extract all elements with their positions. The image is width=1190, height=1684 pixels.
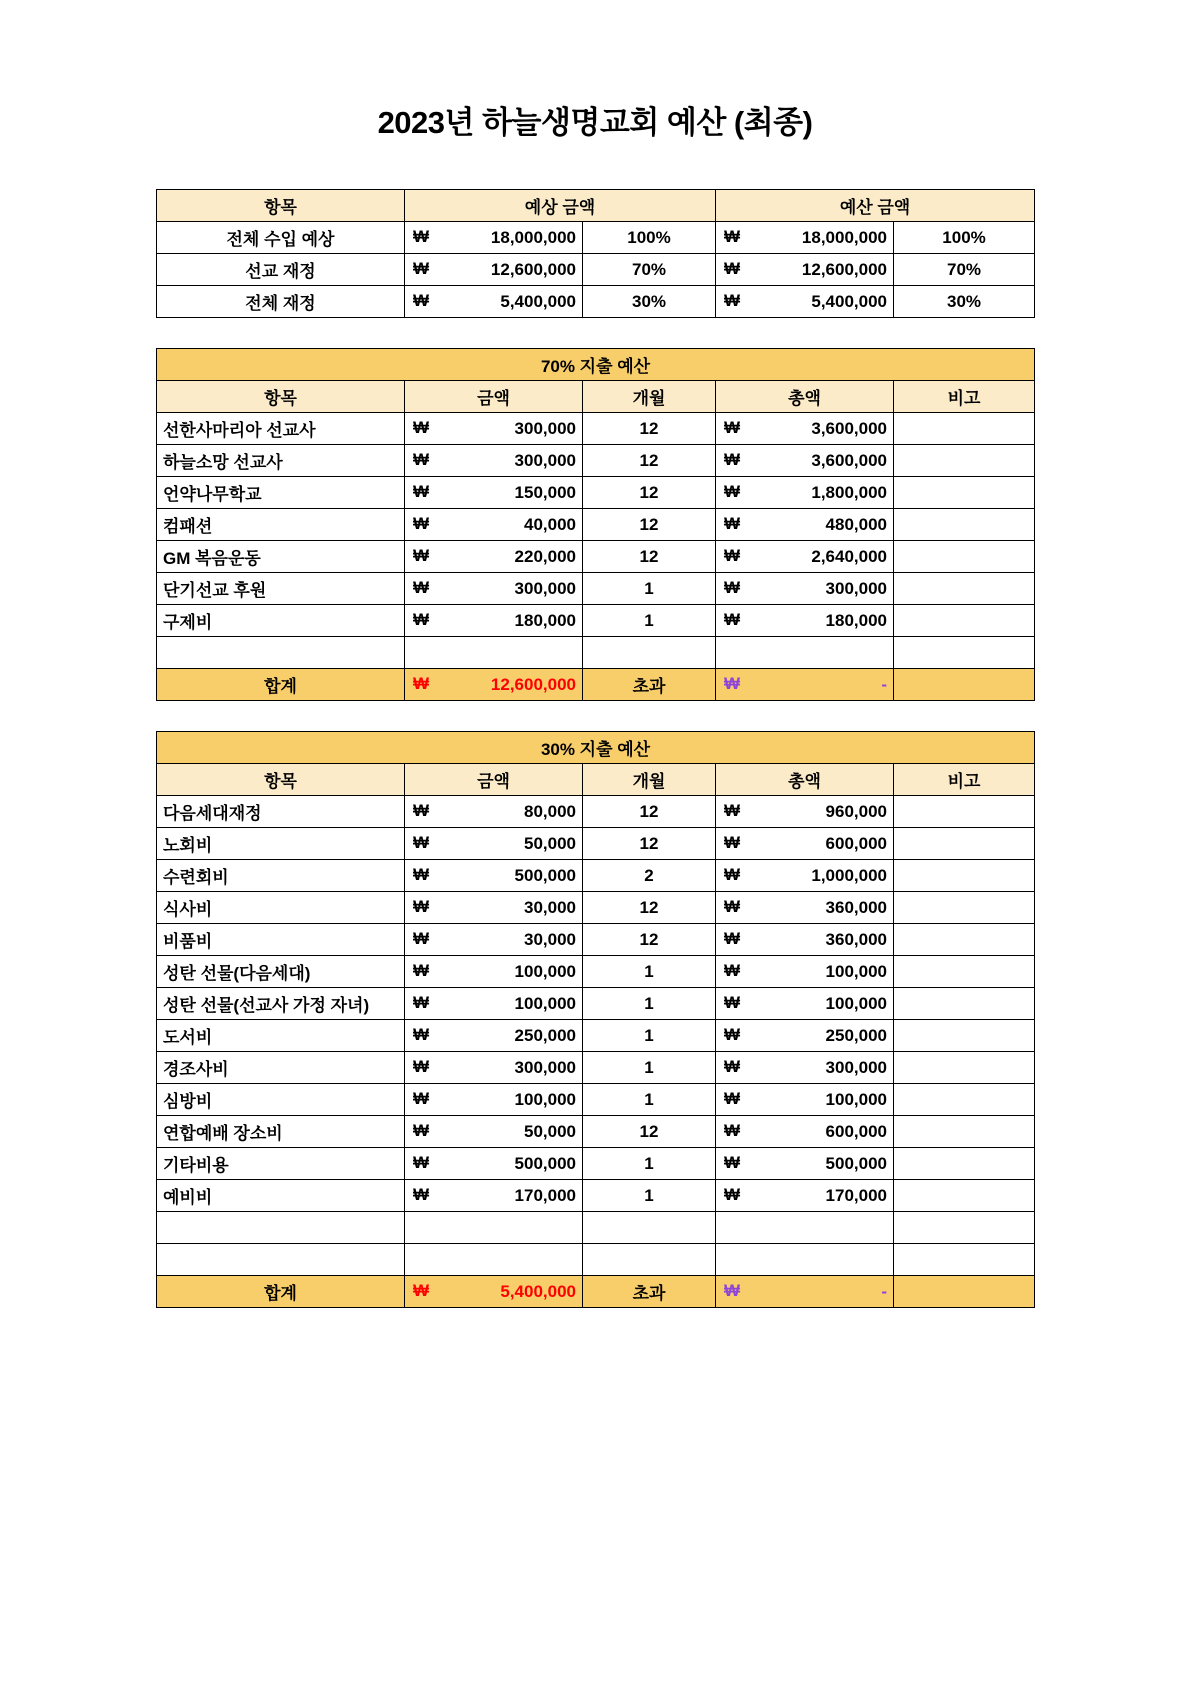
table-row xyxy=(157,892,1035,924)
currency-symbol: ₩ xyxy=(413,482,430,502)
amount-value: 600,000 xyxy=(825,833,887,853)
unit-amount-cell xyxy=(405,541,583,573)
section-title-30: 30% 지출 예산 xyxy=(157,732,1035,764)
amount-value: 360,000 xyxy=(825,897,887,917)
expense-item-label: 비품비 xyxy=(157,924,405,956)
amount-value: 360,000 xyxy=(825,929,887,949)
summary-expected-percent: 30% xyxy=(583,286,716,318)
table-row xyxy=(157,1020,1035,1052)
summary-expected-percent: 100% xyxy=(583,222,716,254)
summary-header-budget: 예산 금액 xyxy=(716,190,1035,222)
note-cell xyxy=(894,988,1035,1020)
currency-symbol: ₩ xyxy=(724,1185,741,1205)
currency-symbol: ₩ xyxy=(724,450,741,470)
currency-symbol: ₩ xyxy=(413,897,430,917)
months-value: 12 xyxy=(583,892,716,924)
summary-expected-amount xyxy=(405,222,583,254)
months-value: 1 xyxy=(583,573,716,605)
months-value: 12 xyxy=(583,541,716,573)
summary-budget-amount xyxy=(716,286,894,318)
currency-symbol: ₩ xyxy=(413,418,430,438)
amount-value: 5,400,000 xyxy=(500,1281,576,1301)
total-amount-cell xyxy=(716,828,894,860)
currency-symbol: ₩ xyxy=(724,546,741,566)
currency-symbol: ₩ xyxy=(724,1089,741,1109)
months-value: 12 xyxy=(583,1116,716,1148)
note-cell xyxy=(894,445,1035,477)
amount-value: 600,000 xyxy=(825,1121,887,1141)
months-value: 1 xyxy=(583,956,716,988)
column-header-row xyxy=(157,381,1035,413)
blank-cell xyxy=(716,637,894,669)
amount-value: 250,000 xyxy=(514,1025,576,1045)
unit-amount-cell xyxy=(405,445,583,477)
amount-value: 960,000 xyxy=(825,801,887,821)
expense-table-30-body xyxy=(157,732,1035,1308)
remainder-cell xyxy=(716,669,894,701)
currency-symbol: ₩ xyxy=(724,801,741,821)
amount-value: 100,000 xyxy=(514,961,576,981)
total-row xyxy=(157,669,1035,701)
currency-symbol: ₩ xyxy=(413,929,430,949)
expense-item-label: 예비비 xyxy=(157,1180,405,1212)
currency-symbol: ₩ xyxy=(413,1281,430,1301)
expense-item-label: 언약나무학교 xyxy=(157,477,405,509)
table-gap-1 xyxy=(156,318,1034,348)
expense-item-label: 노회비 xyxy=(157,828,405,860)
table-row xyxy=(157,413,1035,445)
currency-symbol: ₩ xyxy=(724,674,741,694)
note-cell xyxy=(894,477,1035,509)
section-title-70: 70% 지출 예산 xyxy=(157,349,1035,381)
blank-row xyxy=(157,1244,1035,1276)
note-cell xyxy=(894,924,1035,956)
total-row-note xyxy=(894,1276,1035,1308)
unit-amount-cell xyxy=(405,828,583,860)
col-header-months: 개월 xyxy=(583,764,716,796)
summary-budget-percent: 100% xyxy=(894,222,1035,254)
unit-amount-cell xyxy=(405,1116,583,1148)
table-row xyxy=(157,605,1035,637)
amount-value: 80,000 xyxy=(524,801,576,821)
currency-symbol: ₩ xyxy=(413,801,430,821)
amount-value: 30,000 xyxy=(524,929,576,949)
amount-value: 3,600,000 xyxy=(811,418,887,438)
currency-symbol: ₩ xyxy=(724,227,741,247)
unit-amount-cell xyxy=(405,605,583,637)
currency-symbol: ₩ xyxy=(413,865,430,885)
currency-symbol: ₩ xyxy=(413,610,430,630)
blank-cell xyxy=(716,1212,894,1244)
table-row xyxy=(157,445,1035,477)
currency-symbol: ₩ xyxy=(724,993,741,1013)
table-row xyxy=(157,956,1035,988)
col-header-total: 총액 xyxy=(716,381,894,413)
amount-value: 12,600,000 xyxy=(801,259,888,279)
amount-value: 100,000 xyxy=(514,993,576,1013)
total-amount-cell xyxy=(716,1052,894,1084)
total-amount-cell xyxy=(716,1020,894,1052)
amount-value: 100,000 xyxy=(514,1089,576,1109)
table-row xyxy=(157,573,1035,605)
note-cell xyxy=(894,605,1035,637)
months-value: 1 xyxy=(583,605,716,637)
expense-item-label: 다음세대재정 xyxy=(157,796,405,828)
col-header-note: 비고 xyxy=(894,381,1035,413)
total-row xyxy=(157,1276,1035,1308)
currency-symbol: ₩ xyxy=(413,1089,430,1109)
expense-table-70 xyxy=(156,348,1035,701)
blank-row xyxy=(157,637,1035,669)
note-cell xyxy=(894,1052,1035,1084)
currency-symbol: ₩ xyxy=(724,610,741,630)
unit-amount-cell xyxy=(405,796,583,828)
note-cell xyxy=(894,573,1035,605)
table-row xyxy=(157,286,1035,318)
summary-budget-percent: 30% xyxy=(894,286,1035,318)
blank-cell xyxy=(157,637,405,669)
blank-cell xyxy=(583,1244,716,1276)
amount-value: 300,000 xyxy=(514,578,576,598)
expense-item-label: 컴패션 xyxy=(157,509,405,541)
amount-value: 500,000 xyxy=(514,865,576,885)
months-value: 1 xyxy=(583,988,716,1020)
table-row xyxy=(157,1180,1035,1212)
amount-value: 180,000 xyxy=(825,610,887,630)
col-header-months: 개월 xyxy=(583,381,716,413)
table-row xyxy=(157,509,1035,541)
currency-symbol: ₩ xyxy=(724,961,741,981)
amount-value: 150,000 xyxy=(514,482,576,502)
currency-symbol: ₩ xyxy=(724,897,741,917)
amount-value: 1,000,000 xyxy=(811,865,887,885)
blank-row xyxy=(157,1212,1035,1244)
months-value: 12 xyxy=(583,413,716,445)
total-amount-cell xyxy=(716,509,894,541)
amount-value: 2,640,000 xyxy=(811,546,887,566)
currency-symbol: ₩ xyxy=(413,1153,430,1173)
currency-symbol: ₩ xyxy=(413,993,430,1013)
months-value: 1 xyxy=(583,1052,716,1084)
unit-amount-cell xyxy=(405,860,583,892)
amount-value: 50,000 xyxy=(524,1121,576,1141)
note-cell xyxy=(894,1084,1035,1116)
currency-symbol: ₩ xyxy=(413,227,430,247)
unit-amount-cell xyxy=(405,892,583,924)
note-cell xyxy=(894,828,1035,860)
col-header-total: 총액 xyxy=(716,764,894,796)
column-header-row xyxy=(157,764,1035,796)
total-row-label: 합계 xyxy=(157,669,405,701)
currency-symbol: ₩ xyxy=(724,291,741,311)
overage-label: 초과 xyxy=(583,669,716,701)
expense-item-label: 식사비 xyxy=(157,892,405,924)
total-amount-cell xyxy=(716,413,894,445)
months-value: 1 xyxy=(583,1148,716,1180)
remainder-cell xyxy=(716,1276,894,1308)
expense-item-label: 수련회비 xyxy=(157,860,405,892)
currency-symbol: ₩ xyxy=(413,578,430,598)
note-cell xyxy=(894,796,1035,828)
amount-value: 300,000 xyxy=(514,450,576,470)
amount-value: 480,000 xyxy=(825,514,887,534)
unit-amount-cell xyxy=(405,1052,583,1084)
note-cell xyxy=(894,860,1035,892)
blank-cell xyxy=(405,1244,583,1276)
summary-expected-percent: 70% xyxy=(583,254,716,286)
currency-symbol: ₩ xyxy=(724,1057,741,1077)
amount-value: 12,600,000 xyxy=(490,259,576,279)
total-sum-cell xyxy=(405,669,583,701)
table-gap-2 xyxy=(156,701,1034,731)
note-cell xyxy=(894,1148,1035,1180)
currency-symbol: ₩ xyxy=(724,1153,741,1173)
amount-value: 5,400,000 xyxy=(500,291,576,311)
amount-value: 170,000 xyxy=(514,1185,576,1205)
total-amount-cell xyxy=(716,860,894,892)
col-header-note: 비고 xyxy=(894,764,1035,796)
blank-cell xyxy=(583,637,716,669)
table-row xyxy=(157,1148,1035,1180)
total-amount-cell xyxy=(716,573,894,605)
amount-value: 500,000 xyxy=(514,1153,576,1173)
summary-expected-amount xyxy=(405,286,583,318)
currency-symbol: ₩ xyxy=(413,1025,430,1045)
total-row-note xyxy=(894,669,1035,701)
currency-symbol: ₩ xyxy=(413,546,430,566)
total-amount-cell xyxy=(716,1116,894,1148)
unit-amount-cell xyxy=(405,573,583,605)
blank-cell xyxy=(157,1212,405,1244)
amount-value: - xyxy=(881,674,887,694)
amount-value: 300,000 xyxy=(825,578,887,598)
months-value: 1 xyxy=(583,1180,716,1212)
blank-cell xyxy=(894,637,1035,669)
summary-item-label: 전체 수입 예상 xyxy=(157,222,405,254)
summary-header-expected: 예상 금액 xyxy=(405,190,716,222)
note-cell xyxy=(894,1116,1035,1148)
amount-value: 18,000,000 xyxy=(490,227,576,247)
table-row xyxy=(157,1116,1035,1148)
note-cell xyxy=(894,1180,1035,1212)
expense-item-label: 성탄 선물(다음세대) xyxy=(157,956,405,988)
expense-item-label: 선한사마리아 선교사 xyxy=(157,413,405,445)
total-amount-cell xyxy=(716,892,894,924)
expense-item-label: 도서비 xyxy=(157,1020,405,1052)
total-amount-cell xyxy=(716,477,894,509)
amount-value: 300,000 xyxy=(514,1057,576,1077)
amount-value: 12,600,000 xyxy=(490,674,576,694)
expense-item-label: 단기선교 후원 xyxy=(157,573,405,605)
currency-symbol: ₩ xyxy=(724,865,741,885)
total-amount-cell xyxy=(716,988,894,1020)
amount-value: 30,000 xyxy=(524,897,576,917)
note-cell xyxy=(894,892,1035,924)
table-row xyxy=(157,541,1035,573)
expense-table-70-body xyxy=(157,349,1035,701)
amount-value: 250,000 xyxy=(825,1025,887,1045)
expense-item-label: 기타비용 xyxy=(157,1148,405,1180)
amount-value: 300,000 xyxy=(514,418,576,438)
amount-value: 300,000 xyxy=(825,1057,887,1077)
months-value: 12 xyxy=(583,796,716,828)
currency-symbol: ₩ xyxy=(724,578,741,598)
expense-table-30 xyxy=(156,731,1035,1308)
section-title-row xyxy=(157,732,1035,764)
summary-table-body xyxy=(157,190,1035,318)
months-value: 12 xyxy=(583,509,716,541)
summary-budget-amount xyxy=(716,254,894,286)
unit-amount-cell xyxy=(405,413,583,445)
currency-symbol: ₩ xyxy=(413,833,430,853)
summary-budget-percent: 70% xyxy=(894,254,1035,286)
currency-symbol: ₩ xyxy=(724,514,741,534)
table-row xyxy=(157,988,1035,1020)
currency-symbol: ₩ xyxy=(413,674,430,694)
summary-expected-amount xyxy=(405,254,583,286)
unit-amount-cell xyxy=(405,509,583,541)
total-sum-cell xyxy=(405,1276,583,1308)
currency-symbol: ₩ xyxy=(724,259,741,279)
blank-cell xyxy=(583,1212,716,1244)
table-row xyxy=(157,924,1035,956)
currency-symbol: ₩ xyxy=(413,1057,430,1077)
amount-value: 50,000 xyxy=(524,833,576,853)
unit-amount-cell xyxy=(405,924,583,956)
expense-item-label: 심방비 xyxy=(157,1084,405,1116)
amount-value: 1,800,000 xyxy=(811,482,887,502)
amount-value: 100,000 xyxy=(825,1089,887,1109)
amount-value: 3,600,000 xyxy=(811,450,887,470)
unit-amount-cell xyxy=(405,1084,583,1116)
table-row xyxy=(157,254,1035,286)
blank-cell xyxy=(405,1212,583,1244)
table-row xyxy=(157,860,1035,892)
note-cell xyxy=(894,413,1035,445)
summary-header-row xyxy=(157,190,1035,222)
total-amount-cell xyxy=(716,1084,894,1116)
currency-symbol: ₩ xyxy=(413,1121,430,1141)
unit-amount-cell xyxy=(405,988,583,1020)
total-amount-cell xyxy=(716,605,894,637)
blank-cell xyxy=(894,1212,1035,1244)
expense-item-label: 연합예배 장소비 xyxy=(157,1116,405,1148)
currency-symbol: ₩ xyxy=(413,291,430,311)
summary-table xyxy=(156,189,1035,318)
note-cell xyxy=(894,956,1035,988)
expense-item-label: GM 복음운동 xyxy=(157,541,405,573)
note-cell xyxy=(894,509,1035,541)
currency-symbol: ₩ xyxy=(724,482,741,502)
total-amount-cell xyxy=(716,796,894,828)
currency-symbol: ₩ xyxy=(724,1121,741,1141)
currency-symbol: ₩ xyxy=(724,1025,741,1045)
unit-amount-cell xyxy=(405,477,583,509)
currency-symbol: ₩ xyxy=(724,1281,741,1301)
blank-cell xyxy=(894,1244,1035,1276)
col-header-amount: 금액 xyxy=(405,381,583,413)
blank-cell xyxy=(157,1244,405,1276)
total-amount-cell xyxy=(716,1148,894,1180)
tables-container xyxy=(156,141,1034,1308)
expense-item-label: 구제비 xyxy=(157,605,405,637)
amount-value: 40,000 xyxy=(524,514,576,534)
months-value: 1 xyxy=(583,1084,716,1116)
blank-cell xyxy=(405,637,583,669)
col-header-item: 항목 xyxy=(157,764,405,796)
summary-item-label: 선교 재정 xyxy=(157,254,405,286)
currency-symbol: ₩ xyxy=(413,450,430,470)
amount-value: 500,000 xyxy=(825,1153,887,1173)
total-amount-cell xyxy=(716,541,894,573)
currency-symbol: ₩ xyxy=(724,929,741,949)
unit-amount-cell xyxy=(405,956,583,988)
amount-value: 100,000 xyxy=(825,961,887,981)
months-value: 12 xyxy=(583,924,716,956)
currency-symbol: ₩ xyxy=(413,961,430,981)
expense-item-label: 하늘소망 선교사 xyxy=(157,445,405,477)
currency-symbol: ₩ xyxy=(413,1185,430,1205)
amount-value: 170,000 xyxy=(825,1185,887,1205)
table-row xyxy=(157,1052,1035,1084)
page-title: 2023년 하늘생명교회 예산 (최종) xyxy=(377,105,813,140)
note-cell xyxy=(894,1020,1035,1052)
currency-symbol: ₩ xyxy=(413,259,430,279)
amount-value: 5,400,000 xyxy=(811,291,888,311)
expense-item-label: 경조사비 xyxy=(157,1052,405,1084)
table-row xyxy=(157,222,1035,254)
months-value: 1 xyxy=(583,1020,716,1052)
total-amount-cell xyxy=(716,924,894,956)
table-row xyxy=(157,477,1035,509)
col-header-item: 항목 xyxy=(157,381,405,413)
unit-amount-cell xyxy=(405,1020,583,1052)
table-row xyxy=(157,828,1035,860)
unit-amount-cell xyxy=(405,1180,583,1212)
total-row-label: 합계 xyxy=(157,1276,405,1308)
total-amount-cell xyxy=(716,445,894,477)
months-value: 12 xyxy=(583,477,716,509)
overage-label: 초과 xyxy=(583,1276,716,1308)
total-amount-cell xyxy=(716,956,894,988)
months-value: 12 xyxy=(583,828,716,860)
summary-header-item: 항목 xyxy=(157,190,405,222)
section-title-row xyxy=(157,349,1035,381)
note-cell xyxy=(894,541,1035,573)
expense-item-label: 성탄 선물(선교사 가정 자녀) xyxy=(157,988,405,1020)
col-header-amount: 금액 xyxy=(405,764,583,796)
currency-symbol: ₩ xyxy=(724,833,741,853)
currency-symbol: ₩ xyxy=(724,418,741,438)
amount-value: 220,000 xyxy=(514,546,576,566)
amount-value: 18,000,000 xyxy=(801,227,888,247)
blank-cell xyxy=(716,1244,894,1276)
summary-budget-amount xyxy=(716,222,894,254)
amount-value: 180,000 xyxy=(514,610,576,630)
total-amount-cell xyxy=(716,1180,894,1212)
currency-symbol: ₩ xyxy=(413,514,430,534)
amount-value: - xyxy=(881,1281,887,1301)
table-row xyxy=(157,1084,1035,1116)
summary-item-label: 전체 재정 xyxy=(157,286,405,318)
table-row xyxy=(157,796,1035,828)
months-value: 12 xyxy=(583,445,716,477)
months-value: 2 xyxy=(583,860,716,892)
unit-amount-cell xyxy=(405,1148,583,1180)
amount-value: 100,000 xyxy=(825,993,887,1013)
